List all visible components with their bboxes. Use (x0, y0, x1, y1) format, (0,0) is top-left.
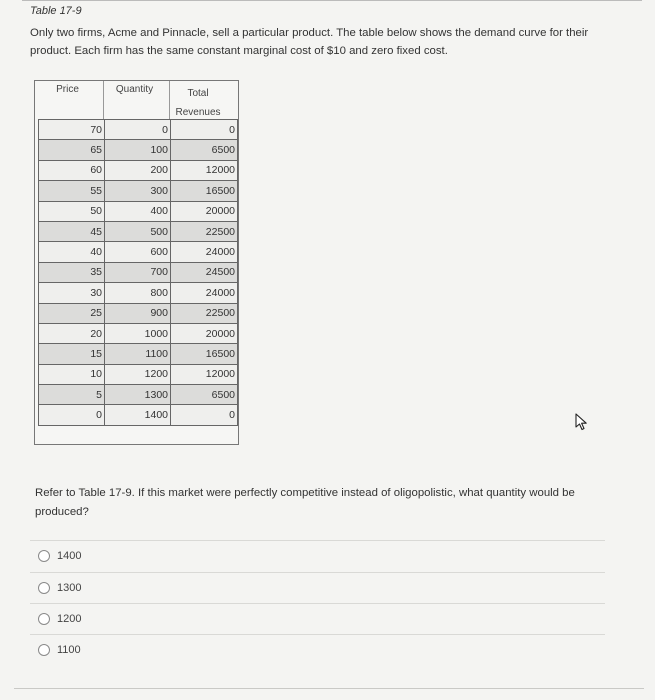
cell-price: 35 (39, 262, 105, 282)
table-row (39, 344, 238, 364)
cell-price: 0 (39, 405, 105, 425)
cell-revenue: 24000 (171, 242, 238, 262)
answer-option-label: 1400 (57, 550, 82, 562)
answer-option-label: 1100 (57, 644, 81, 656)
cell-quantity: 200 (105, 160, 171, 180)
cell-price: 60 (39, 160, 105, 180)
table-title: Table 17-9 (30, 5, 82, 17)
answer-option-label: 1300 (57, 582, 82, 594)
radio-button-icon[interactable] (38, 582, 50, 594)
cell-quantity: 1200 (105, 364, 171, 384)
cell-quantity: 1000 (105, 323, 171, 343)
cell-price: 55 (39, 181, 105, 201)
cell-price: 50 (39, 201, 105, 221)
top-divider (22, 0, 642, 1)
cell-price: 15 (39, 344, 105, 364)
cell-price: 10 (39, 364, 105, 384)
problem-intro: Only two firms, Acme and Pinnacle, sell a particular product. The table below shows the demand curve for their product. Each firm has the same constant marginal cost of $10 and zero fixed cost. (30, 27, 589, 57)
table-row (39, 405, 238, 425)
table-row (39, 120, 238, 140)
cell-price: 25 (39, 303, 105, 323)
question-text: Refer to Table 17-9. If this market were perfectly competitive instead of oligopolistic, what quantity would be produced? (35, 487, 575, 518)
cell-price: 65 (39, 140, 105, 160)
cell-revenue: 6500 (171, 140, 238, 160)
cell-quantity: 100 (105, 140, 171, 160)
cell-price: 30 (39, 283, 105, 303)
cell-revenue: 16500 (171, 344, 238, 364)
cell-revenue: 16500 (171, 181, 238, 201)
table-row (39, 160, 238, 180)
answer-option[interactable] (38, 546, 81, 566)
cell-price: 40 (39, 242, 105, 262)
cell-revenue: 24500 (171, 262, 238, 282)
cell-revenue: 22500 (171, 303, 238, 323)
demand-table (34, 80, 239, 445)
cell-revenue: 22500 (171, 221, 238, 241)
cell-quantity: 900 (105, 303, 171, 323)
column-header-price: Price (56, 84, 79, 95)
cell-price: 45 (39, 221, 105, 241)
bottom-divider (14, 688, 644, 689)
answer-option[interactable] (38, 640, 81, 660)
cell-revenue: 20000 (171, 201, 238, 221)
table-row (39, 201, 238, 221)
cell-quantity: 300 (105, 181, 171, 201)
table-row (39, 303, 238, 323)
table-row (39, 364, 238, 384)
table-row (39, 323, 238, 343)
cell-revenue: 0 (171, 120, 238, 140)
option-divider (30, 603, 605, 604)
column-header-quantity: Quantity (115, 84, 154, 95)
header-divider (103, 81, 104, 121)
cell-quantity: 600 (105, 242, 171, 262)
cell-price: 20 (39, 323, 105, 343)
answer-option[interactable] (38, 578, 81, 598)
cell-quantity: 0 (105, 120, 171, 140)
table-row (39, 385, 238, 405)
radio-button-icon[interactable] (38, 550, 50, 562)
cell-price: 5 (39, 385, 105, 405)
cell-quantity: 700 (105, 262, 171, 282)
answer-option[interactable] (38, 609, 81, 629)
option-divider (30, 572, 605, 573)
mouse-pointer-icon (574, 413, 590, 431)
cell-quantity: 1400 (105, 405, 171, 425)
cell-price: 70 (39, 120, 105, 140)
column-header-total-revenues: Total Revenues (175, 88, 221, 118)
table-row (39, 181, 238, 201)
cell-revenue: 24000 (171, 283, 238, 303)
option-divider (30, 540, 605, 541)
answer-option-label: 1200 (57, 613, 82, 625)
radio-button-icon[interactable] (38, 613, 50, 625)
cell-quantity: 400 (105, 201, 171, 221)
table-row (39, 221, 238, 241)
radio-button-icon[interactable] (38, 644, 50, 656)
cell-revenue: 0 (171, 405, 238, 425)
cell-quantity: 1100 (105, 344, 171, 364)
cell-quantity: 500 (105, 221, 171, 241)
cell-quantity: 1300 (105, 385, 171, 405)
cell-revenue: 12000 (171, 364, 238, 384)
cell-revenue: 6500 (171, 385, 238, 405)
table-row (39, 242, 238, 262)
table-row (39, 283, 238, 303)
table-row (39, 262, 238, 282)
table-row (39, 140, 238, 160)
option-divider (30, 634, 605, 635)
cell-quantity: 800 (105, 283, 171, 303)
cell-revenue: 12000 (171, 160, 238, 180)
demand-table-body (38, 119, 238, 426)
cell-revenue: 20000 (171, 323, 238, 343)
